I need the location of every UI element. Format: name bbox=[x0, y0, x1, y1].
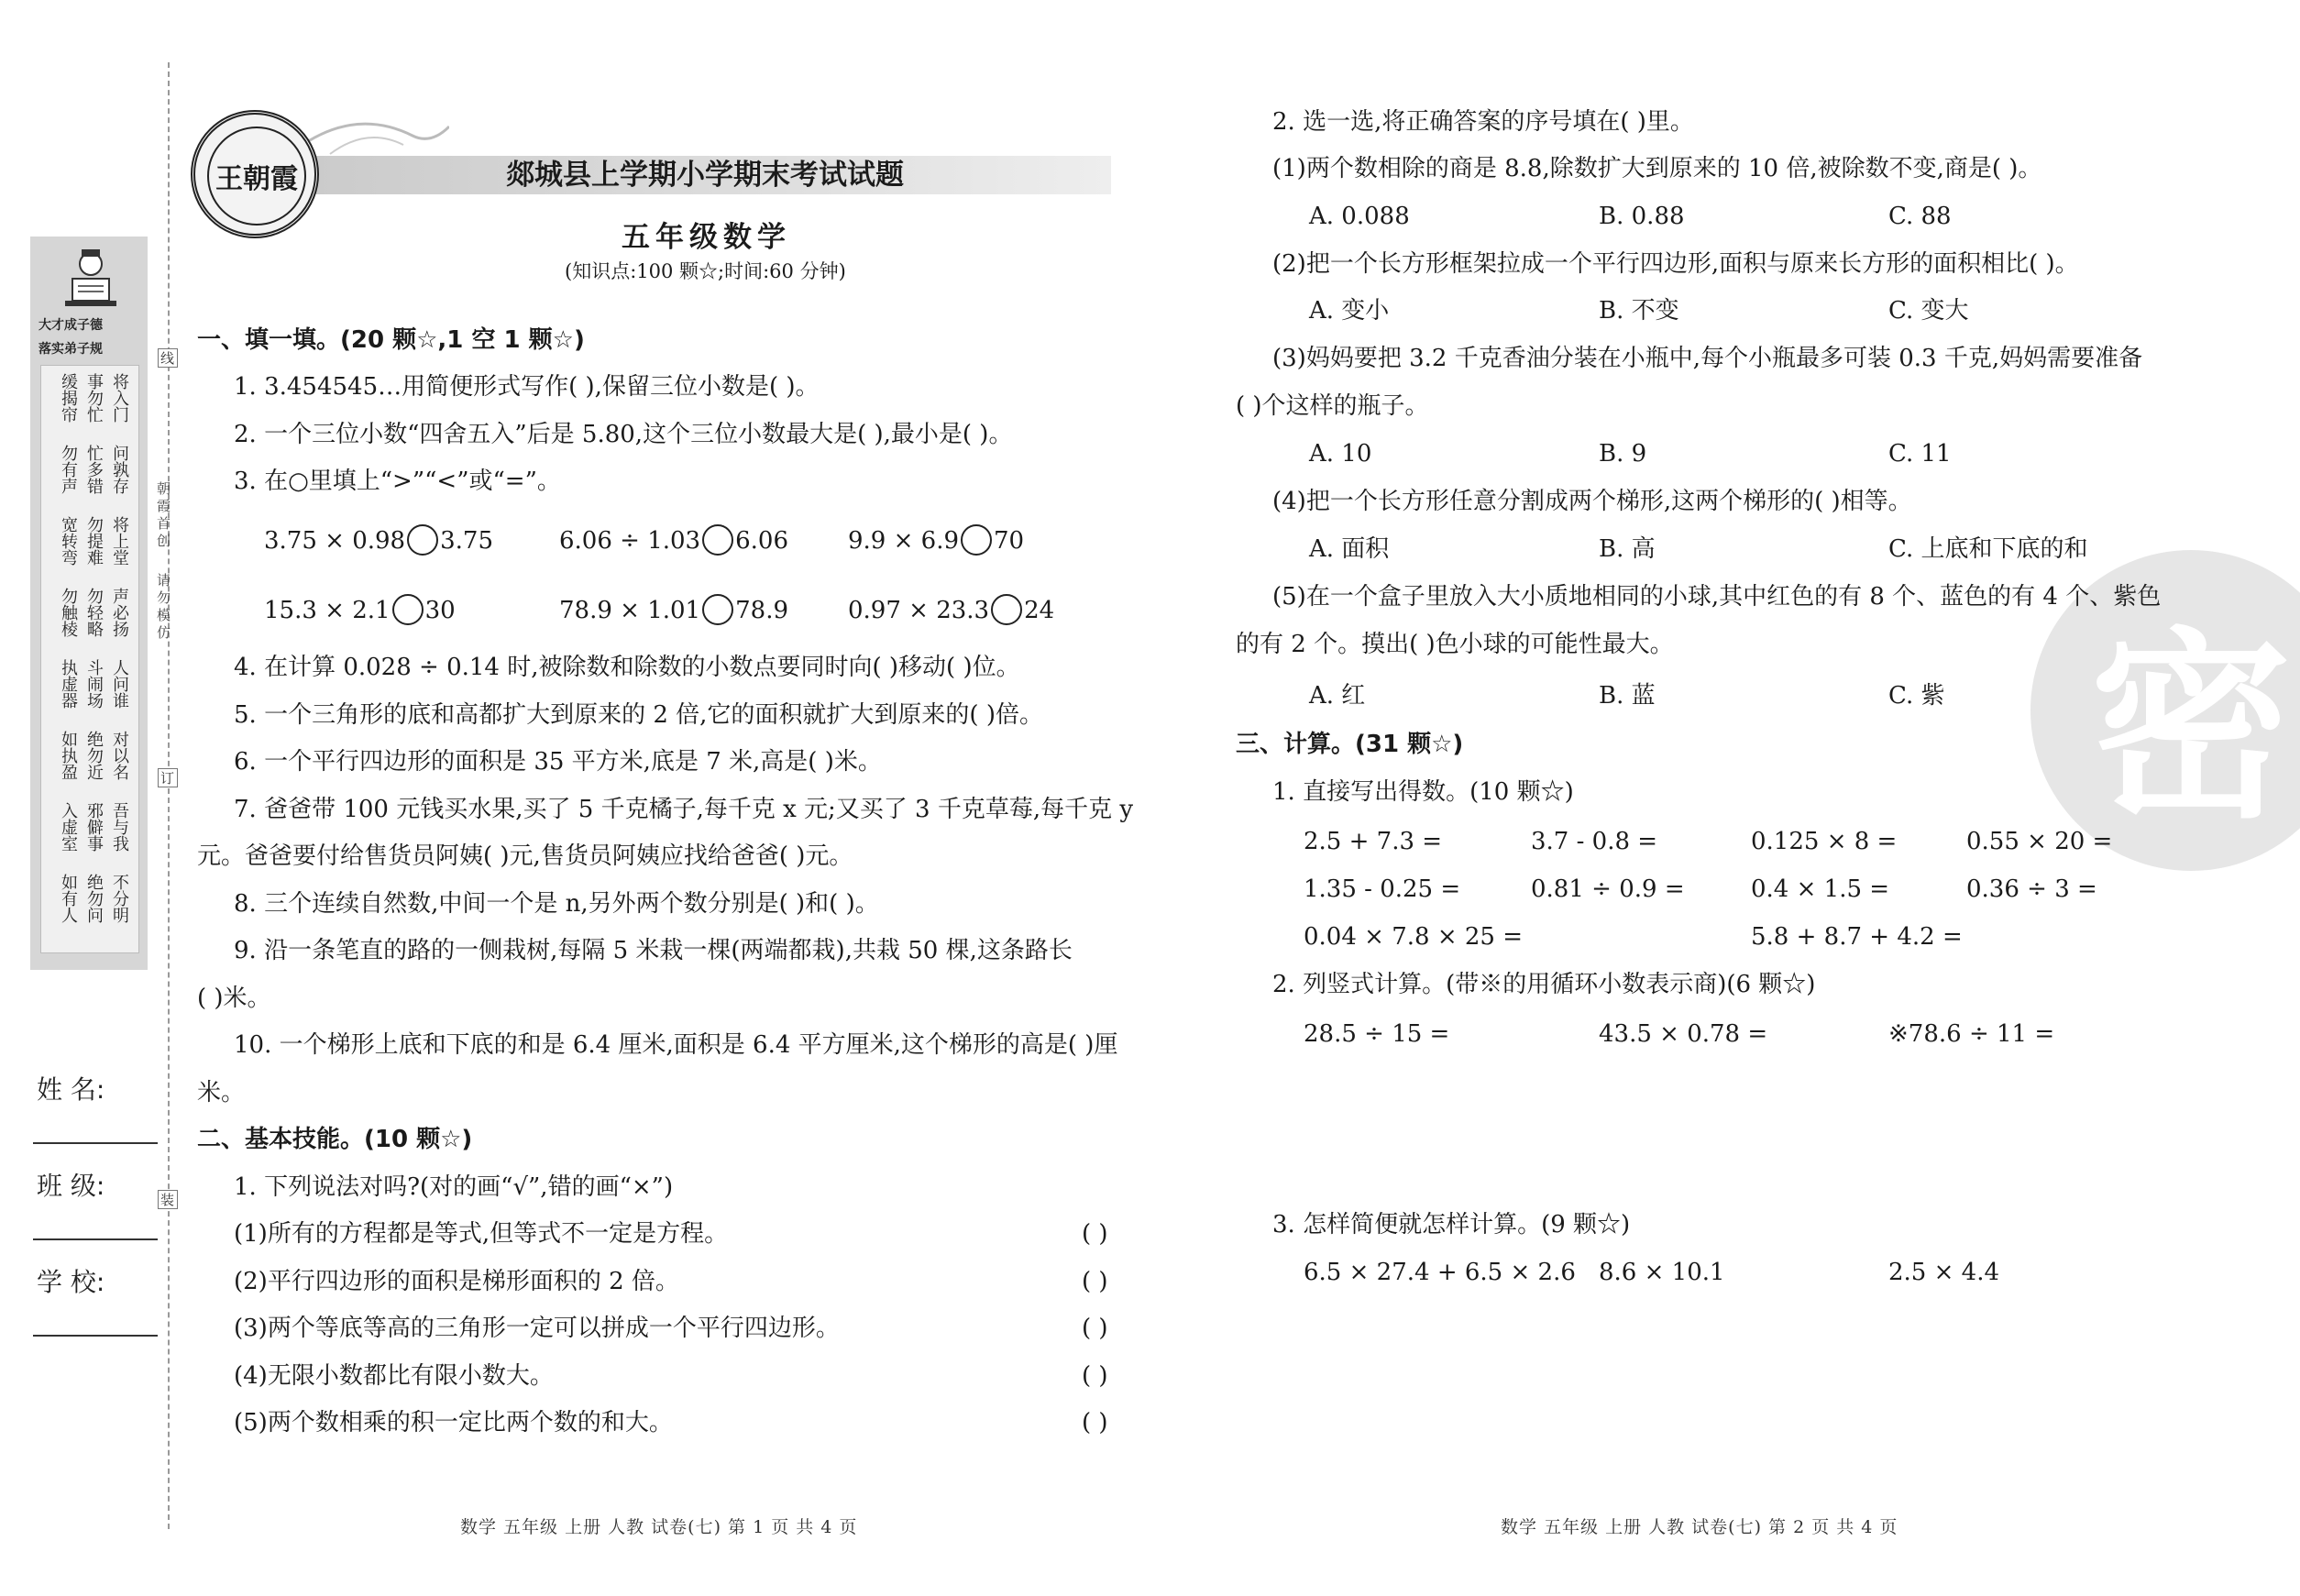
compare-right: 3.75 bbox=[440, 527, 493, 555]
compare-circle-input[interactable] bbox=[407, 524, 438, 556]
mc-q5-line1: (5)在一个盒子里放入大小质地相同的小球,其中红色的有 8 个、蓝色的有 4 个、紫色 bbox=[1272, 583, 2162, 611]
judge-answer-blank[interactable]: ( ) bbox=[1082, 1362, 1108, 1390]
p1-q8: 8. 三个连续自然数,中间一个是 n,另外两个数分别是( )和( )。 bbox=[234, 890, 879, 918]
motto-col: 声必扬 bbox=[110, 588, 129, 637]
publisher-logo bbox=[191, 110, 319, 238]
simplify-item: 2.5 × 4.4 bbox=[1888, 1259, 2000, 1286]
calc-item: 0.36 ÷ 3 = bbox=[1966, 875, 2097, 903]
p1-q3: 3. 在○里填上“>”“<”或“=”。 bbox=[234, 468, 561, 495]
mc-option[interactable]: A. 变小 bbox=[1309, 297, 1390, 325]
motto-col: 执虚器 bbox=[59, 659, 78, 709]
judge-answer-blank[interactable]: ( ) bbox=[1082, 1409, 1108, 1436]
compare-right: 78.9 bbox=[735, 597, 788, 624]
part1-heading: 一、填一填。(20 颗☆,1 空 1 颗☆) bbox=[197, 326, 585, 354]
mc-option[interactable]: B. 高 bbox=[1599, 535, 1656, 563]
part3-heading: 三、计算。(31 颗☆) bbox=[1236, 731, 1464, 758]
mc-option[interactable]: C. 上底和下底的和 bbox=[1888, 535, 2088, 563]
motto-col: 吾与我 bbox=[110, 802, 129, 852]
motto-col: 忙多错 bbox=[84, 445, 104, 494]
mc-q3-line1: (3)妈妈要把 3.2 千克香油分装在小瓶中,每个小瓶最多可装 0.3 千克,妈妈需要准备 bbox=[1272, 345, 2143, 372]
compare-circle-input[interactable] bbox=[991, 594, 1022, 625]
footer-page-2: 数学 五年级 上册 人教 试卷(七) 第 2 页 共 4 页 bbox=[1501, 1517, 1898, 1537]
mc-option[interactable]: B. 蓝 bbox=[1599, 682, 1656, 710]
compare-circle-input[interactable] bbox=[392, 594, 424, 625]
compare-right: 70 bbox=[994, 527, 1025, 555]
calc-item: 0.55 × 20 = bbox=[1966, 828, 2113, 855]
motto-col: 宽转弯 bbox=[59, 516, 78, 566]
motto-col: 勿轻略 bbox=[84, 588, 104, 637]
compare-item bbox=[264, 596, 456, 627]
compare-left: 3.75 × 0.98 bbox=[264, 527, 406, 555]
motto-col: 绝勿问 bbox=[84, 874, 104, 923]
motto-col: 勿触棱 bbox=[59, 588, 78, 637]
mc-option[interactable]: A. 0.088 bbox=[1309, 203, 1410, 230]
student-figure-icon bbox=[61, 246, 120, 312]
p3-q2: 2. 列竖式计算。(带※的用循环小数表示商)(6 颗☆) bbox=[1272, 971, 1816, 998]
motto-col: 勿提难 bbox=[84, 516, 104, 566]
calc-item: 0.04 × 7.8 × 25 = bbox=[1304, 923, 1524, 951]
motto-col: 入虚室 bbox=[59, 802, 78, 852]
ribbon-decoration-icon bbox=[303, 108, 449, 163]
p1-q9-line1: 9. 沿一条笔直的路的一侧栽树,每隔 5 米栽一棵(两端都栽),共栽 50 棵,这条路长 bbox=[234, 937, 1073, 964]
p1-q4: 4. 在计算 0.028 ÷ 0.14 时,被除数和除数的小数点要同时向( )移动( )位。 bbox=[234, 654, 1020, 681]
p1-q2: 2. 一个三位小数“四舍五入”后是 5.80,这个三位小数最大是( ),最小是( )。 bbox=[234, 421, 1013, 448]
mc-option[interactable]: B. 不变 bbox=[1599, 297, 1679, 325]
compare-item bbox=[559, 596, 788, 627]
simplify-item: 6.5 × 27.4 + 6.5 × 2.6 bbox=[1304, 1259, 1576, 1286]
compare-right: 24 bbox=[1024, 597, 1055, 624]
part2-heading: 二、基本技能。(10 颗☆) bbox=[197, 1126, 473, 1153]
judge-answer-blank[interactable]: ( ) bbox=[1082, 1220, 1108, 1248]
vertical-calc-item: ※78.6 ÷ 11 = bbox=[1888, 1020, 2055, 1048]
calc-item: 2.5 + 7.3 = bbox=[1304, 828, 1443, 855]
calc-item: 0.4 × 1.5 = bbox=[1751, 875, 1890, 903]
mc-option[interactable]: C. 紫 bbox=[1888, 682, 1945, 710]
motto-head-2: 落实弟子规 bbox=[39, 342, 103, 357]
exam-info: (知识点:100 颗☆;时间:60 分钟) bbox=[565, 260, 846, 282]
mc-option[interactable]: C. 88 bbox=[1888, 203, 1952, 230]
motto-col: 邪僻事 bbox=[84, 802, 104, 852]
p1-q7-line2: 元。爸爸要付给售货员阿姨( )元,售货员阿姨应找给爸爸( )元。 bbox=[197, 842, 853, 870]
compare-item bbox=[264, 526, 493, 557]
simplify-item: 8.6 × 10.1 bbox=[1599, 1259, 1725, 1286]
compare-right: 30 bbox=[424, 597, 456, 624]
side-note-no-copy: 请勿模仿 bbox=[155, 573, 171, 643]
footer-page-1: 数学 五年级 上册 人教 试卷(七) 第 1 页 共 4 页 bbox=[460, 1517, 858, 1537]
seal-char: 密 bbox=[2089, 611, 2292, 845]
calc-item: 3.7 - 0.8 = bbox=[1531, 828, 1658, 855]
judge-statement: (3)两个等底等高的三角形一定可以拼成一个平行四边形。 bbox=[234, 1315, 840, 1342]
mc-option[interactable]: A. 红 bbox=[1309, 682, 1366, 710]
motto-col: 缓揭帘 bbox=[59, 373, 78, 423]
school-input-line[interactable] bbox=[33, 1335, 158, 1337]
p3-q1: 1. 直接写出得数。(10 颗☆) bbox=[1272, 778, 1574, 806]
judge-statement: (4)无限小数都比有限小数大。 bbox=[234, 1362, 554, 1390]
p1-q5: 5. 一个三角形的底和高都扩大到原来的 2 倍,它的面积就扩大到原来的( )倍。 bbox=[234, 701, 1043, 729]
compare-left: 78.9 × 1.01 bbox=[559, 597, 701, 624]
judge-answer-blank[interactable]: ( ) bbox=[1082, 1315, 1108, 1342]
motto-col: 勿有声 bbox=[59, 445, 78, 494]
mc-q1: (1)两个数相除的商是 8.8,除数扩大到原来的 10 倍,被除数不变,商是( )。 bbox=[1272, 155, 2042, 182]
exam-title: 郯城县上学期小学期末考试试题 bbox=[506, 159, 904, 192]
motto-head-1: 大才成子德 bbox=[39, 318, 103, 333]
compare-circle-input[interactable] bbox=[961, 524, 992, 556]
class-input-line[interactable] bbox=[33, 1238, 158, 1240]
motto-col: 事勿忙 bbox=[84, 373, 104, 423]
binding-mark-zhuang: 装 bbox=[158, 1190, 178, 1209]
p1-q7-line1: 7. 爸爸带 100 元钱买水果,买了 5 千克橘子,每千克 x 元;又买了 3 千克草莓,每千克 y bbox=[234, 796, 1134, 823]
binding-mark-xian: 线 bbox=[158, 348, 178, 368]
motto-col: 问孰存 bbox=[110, 445, 129, 494]
logo-text: 王朝霞 bbox=[207, 127, 306, 226]
motto-col: 绝勿近 bbox=[84, 731, 104, 780]
p2-q2: 2. 选一选,将正确答案的序号填在( )里。 bbox=[1272, 108, 1694, 136]
vertical-calc-item: 28.5 ÷ 15 = bbox=[1304, 1020, 1450, 1048]
side-note-original: 朝霞首创 bbox=[155, 481, 171, 551]
school-label: 学 校: bbox=[37, 1267, 105, 1297]
compare-item bbox=[559, 526, 788, 557]
mc-option[interactable]: C. 11 bbox=[1888, 440, 1952, 468]
motto-col: 将入门 bbox=[110, 373, 129, 423]
calc-item: 0.81 ÷ 0.9 = bbox=[1531, 875, 1685, 903]
judge-answer-blank[interactable]: ( ) bbox=[1082, 1268, 1108, 1295]
calc-item: 5.8 + 8.7 + 4.2 = bbox=[1751, 923, 1963, 951]
compare-left: 15.3 × 2.1 bbox=[264, 597, 391, 624]
compare-circle-input[interactable] bbox=[702, 594, 733, 625]
mc-q4: (4)把一个长方形任意分割成两个梯形,这两个梯形的( )相等。 bbox=[1272, 488, 1912, 515]
judge-statement: (2)平行四边形的面积是梯形面积的 2 倍。 bbox=[234, 1268, 679, 1295]
binding-mark-ding: 订 bbox=[158, 768, 178, 787]
mc-option[interactable]: A. 面积 bbox=[1309, 535, 1390, 563]
name-input-line[interactable] bbox=[33, 1142, 158, 1144]
judge-statement: (1)所有的方程都是等式,但等式不一定是方程。 bbox=[234, 1220, 729, 1248]
compare-left: 9.9 × 6.9 bbox=[848, 527, 960, 555]
mc-q2: (2)把一个长方形框架拉成一个平行四边形,面积与原来长方形的面积相比( )。 bbox=[1272, 250, 2079, 278]
motto-col: 如执盈 bbox=[59, 731, 78, 780]
mc-option[interactable]: B. 0.88 bbox=[1599, 203, 1685, 230]
compare-left: 6.06 ÷ 1.03 bbox=[559, 527, 701, 555]
name-label: 姓 名: bbox=[37, 1074, 105, 1105]
binding-line bbox=[168, 62, 170, 1529]
motto-col: 不分明 bbox=[110, 874, 129, 923]
compare-item bbox=[848, 596, 1054, 627]
mc-q5-line2: 的有 2 个。摸出( )色小球的可能性最大。 bbox=[1236, 631, 1674, 658]
motto-col: 将上堂 bbox=[110, 516, 129, 566]
judge-statement: (5)两个数相乘的积一定比两个数的和大。 bbox=[234, 1409, 673, 1436]
mc-option[interactable]: C. 变大 bbox=[1888, 297, 1969, 325]
motto-col: 如有人 bbox=[59, 874, 78, 923]
compare-item bbox=[848, 526, 1024, 557]
motto-col: 人问谁 bbox=[110, 659, 129, 709]
p1-q1: 1. 3.454545…用简便形式写作( ),保留三位小数是( )。 bbox=[234, 373, 820, 401]
p1-q10-line1: 10. 一个梯形上底和下底的和是 6.4 厘米,面积是 6.4 平方厘米,这个梯形的高是( )厘 bbox=[234, 1031, 1118, 1059]
motto-col: 斗闹场 bbox=[84, 659, 104, 709]
p2-q1: 1. 下列说法对吗?(对的画“√”,错的画“×”) bbox=[234, 1173, 674, 1201]
vertical-calc-item: 43.5 × 0.78 = bbox=[1599, 1020, 1768, 1048]
calc-item: 1.35 - 0.25 = bbox=[1304, 875, 1461, 903]
p1-q9-line2: ( )米。 bbox=[197, 985, 271, 1012]
p3-q3: 3. 怎样简便就怎样计算。(9 颗☆) bbox=[1272, 1211, 1631, 1238]
mc-option[interactable]: A. 10 bbox=[1309, 440, 1372, 468]
compare-circle-input[interactable] bbox=[702, 524, 733, 556]
motto-col: 对以名 bbox=[110, 731, 129, 780]
compare-left: 0.97 × 23.3 bbox=[848, 597, 990, 624]
calc-item: 0.125 × 8 = bbox=[1751, 828, 1898, 855]
exam-subject: 五年级数学 bbox=[622, 221, 791, 254]
class-label: 班 级: bbox=[37, 1171, 105, 1201]
compare-right: 6.06 bbox=[735, 527, 788, 555]
p1-q6: 6. 一个平行四边形的面积是 35 平方米,底是 7 米,高是( )米。 bbox=[234, 748, 882, 776]
motto-text bbox=[40, 365, 139, 953]
mc-q3-line2: ( )个这样的瓶子。 bbox=[1236, 392, 1429, 420]
p1-q10-line2: 米。 bbox=[197, 1079, 246, 1106]
mc-option[interactable]: B. 9 bbox=[1599, 440, 1647, 468]
